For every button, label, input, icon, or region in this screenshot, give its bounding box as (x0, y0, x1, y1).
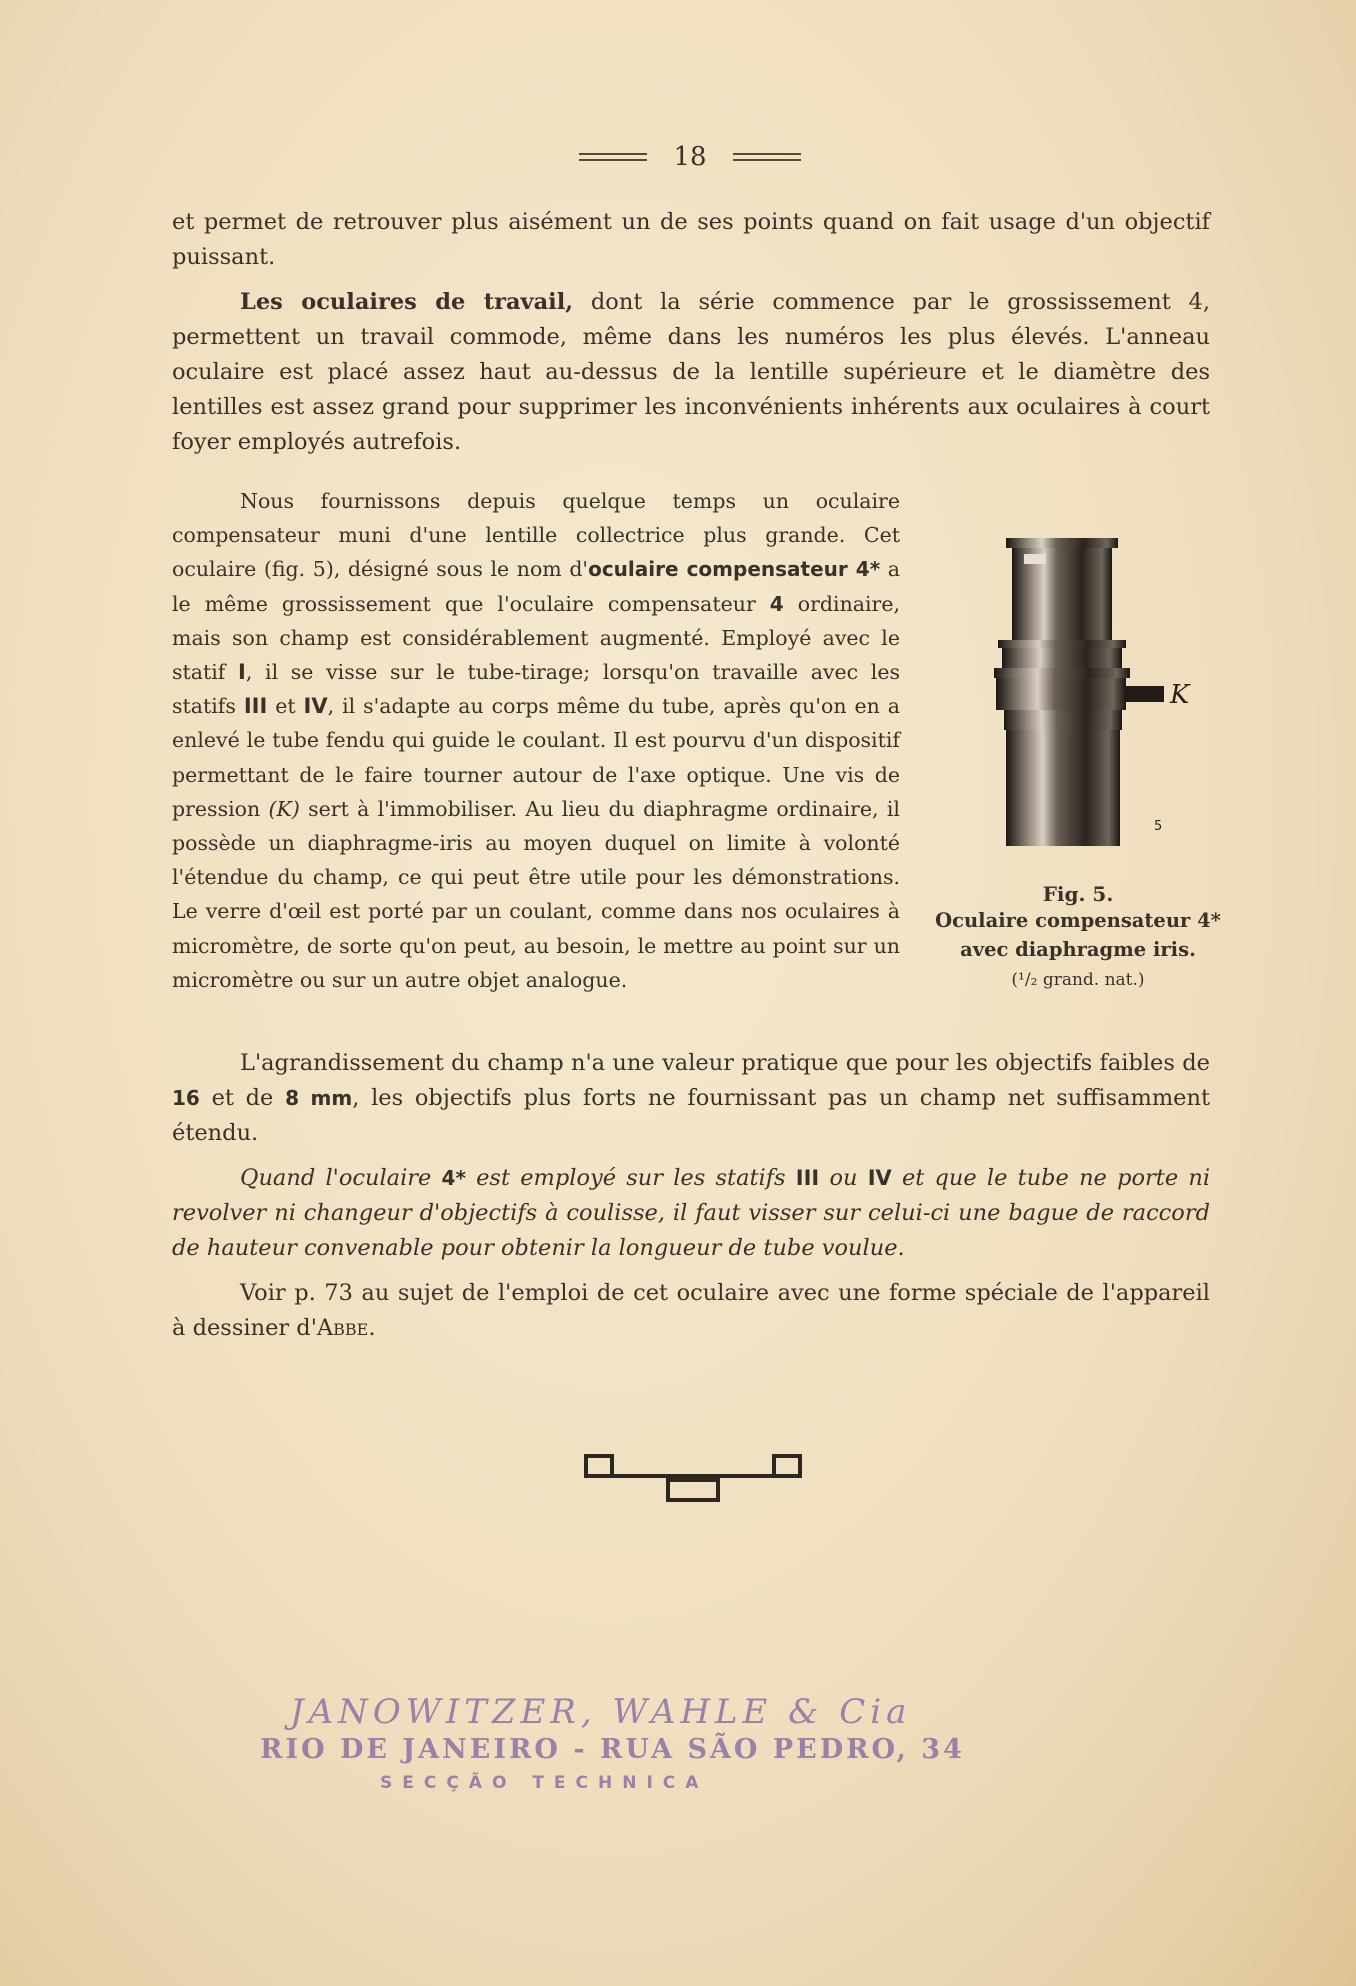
col-text-1: Nous fournissons depuis quelque temps un oculaire compensateur muni d'une lentille collectrice plus grande. Cet oculaire (fig. 5), désigné sous le nom d' (172, 489, 900, 582)
figure-label: Fig. 5. (1042, 882, 1114, 906)
col-text-4: , il se visse sur le tube-tirage; lorsqu'on travaille avec les statifs (172, 660, 900, 719)
end-ornament (582, 1450, 804, 1506)
ornament-center-box (668, 1480, 718, 1500)
quand-statif-iv: IV (867, 1166, 892, 1190)
abbe-name: Abbe (316, 1315, 369, 1341)
quand-text-4: et que le tube ne porte ni revolver ni changeur d'objectifs à coulisse, il faut visser sur celui-ci une bague de raccord de hauteur convenable pour obtenir la longueur de tube voulue. (172, 1165, 1211, 1261)
callout-k: K (1170, 680, 1190, 710)
quand-paragraph (172, 1161, 1210, 1266)
figure-title-line2: avec diaphragme iris. (960, 938, 1196, 961)
quand-statif-iii: III (795, 1166, 820, 1190)
upper-text (172, 205, 1210, 470)
col-text-7: sert à l'immobiliser. Au lieu du diaphragme ordinaire, il possède un diaphragme-iris au moyen duquel on limite à volonté l'étendue du champ, ce qui peut être utile pour les démonstrations. Le verre d'œil est porté par un coulant, comme dans nos oculaires à micromètre, de sorte qu'on peut, au besoin, le mettre au point sur un micromètre ou sur un autre objet analogue. (172, 796, 900, 992)
intro-paragraph: et permet de retrouver plus aisément un de ses points quand on fait usage d'un objectif puissant. (172, 209, 1210, 270)
page-header (560, 142, 820, 172)
eyepiece-mid-body (996, 678, 1126, 710)
ornament-left-box (586, 1456, 612, 1476)
statif-iv: IV (303, 694, 328, 719)
eyepiece-illustration (958, 530, 1198, 870)
eyepiece-highlight (1024, 554, 1046, 564)
quand-text-1: Quand l'oculaire (240, 1165, 442, 1191)
dealer-stamp (260, 1692, 1060, 1793)
pressure-screw-k (1126, 686, 1164, 702)
eyepiece-top-rim (1006, 538, 1118, 548)
agr-text-1: L'agrandissement du champ n'a une valeur pratique que pour les objectifs faibles de (240, 1050, 1210, 1076)
col-text-6: , il s'adapte au corps même du tube, après qu'on en a enlevé le tube fendu qui guide le coulant. Il est pourvu d'un dispositif permettant de le faire tourner autour de l'axe optique. Une vis de pression (172, 694, 900, 821)
quand-text-2: est employé sur les statifs (465, 1165, 796, 1191)
page-number: 18 (673, 142, 707, 172)
statif-iii: III (243, 694, 268, 719)
col-text-3: ordinaire, mais son champ est considérablement augmenté. Employé avec le statif (172, 591, 900, 685)
col-text-2: a le même grossissement que l'oculaire compensateur (172, 557, 900, 616)
quand-ocular: 4* (441, 1166, 466, 1190)
eyepiece-lower-ring (1004, 710, 1122, 730)
figure-small-number: 5 (1154, 819, 1163, 834)
figure-scale: (¹/₂ grand. nat.) (1011, 970, 1145, 990)
eyepiece-collar (994, 668, 1130, 678)
oculaire-name: oculaire compensateur 4* (588, 557, 881, 582)
eyepiece-lower-barrel (1006, 730, 1120, 846)
voir-paragraph (172, 1276, 1210, 1346)
eyepiece-ring-1 (998, 640, 1126, 648)
stamp-company: JANOWITZER, WAHLE & Cia (290, 1692, 912, 1732)
voir-text-1: Voir p. 73 au sujet de l'emploi de cet oculaire avec une forme spéciale de l'appareil à dessiner d' (172, 1280, 1210, 1341)
agr-text-3: , les objectifs plus forts ne fournissant pas un champ net suffisamment étendu. (172, 1085, 1210, 1146)
screw-reference: (K) (268, 796, 300, 821)
header-rule-left (579, 153, 647, 161)
stamp-section: SECÇÃO TECHNICA (380, 1773, 709, 1793)
stamp-address: RIO DE JANEIRO - RUA SÃO PEDRO, 34 (260, 1734, 965, 1765)
ocular-number: 4 (769, 591, 784, 616)
quand-text-3: ou (819, 1165, 868, 1191)
figure-5 (918, 530, 1238, 990)
oculaires-paragraph (172, 285, 1210, 460)
objective-16: 16 (172, 1086, 200, 1110)
objective-8mm: 8 mm (285, 1086, 353, 1110)
eyepiece-ring-2 (1002, 648, 1122, 668)
ornament-right-box (774, 1456, 800, 1476)
compensateur-paragraph (172, 484, 900, 997)
oculaires-lead: Les oculaires de travail, (240, 289, 574, 315)
agr-text-2: et de (199, 1085, 286, 1111)
lower-text (172, 1046, 1210, 1356)
statif-i: I (238, 660, 246, 685)
header-rule-right (733, 153, 801, 161)
oculaires-text: dont la série commence par le grossissement 4, permettent un travail commode, même dans les numéros les plus élevés. L'anneau oculaire est placé assez haut au-dessus de la lentille supérieure et le diamètre des lentilles est assez grand pour supprimer les inconvénients inhérents aux oculaires à court foyer employés autrefois. (172, 289, 1210, 455)
voir-text-2: . (368, 1315, 376, 1341)
col-text-5: et (267, 694, 304, 719)
agrandissement-paragraph (172, 1046, 1210, 1151)
figure-title-line1: Oculaire compensateur 4* (935, 909, 1221, 932)
